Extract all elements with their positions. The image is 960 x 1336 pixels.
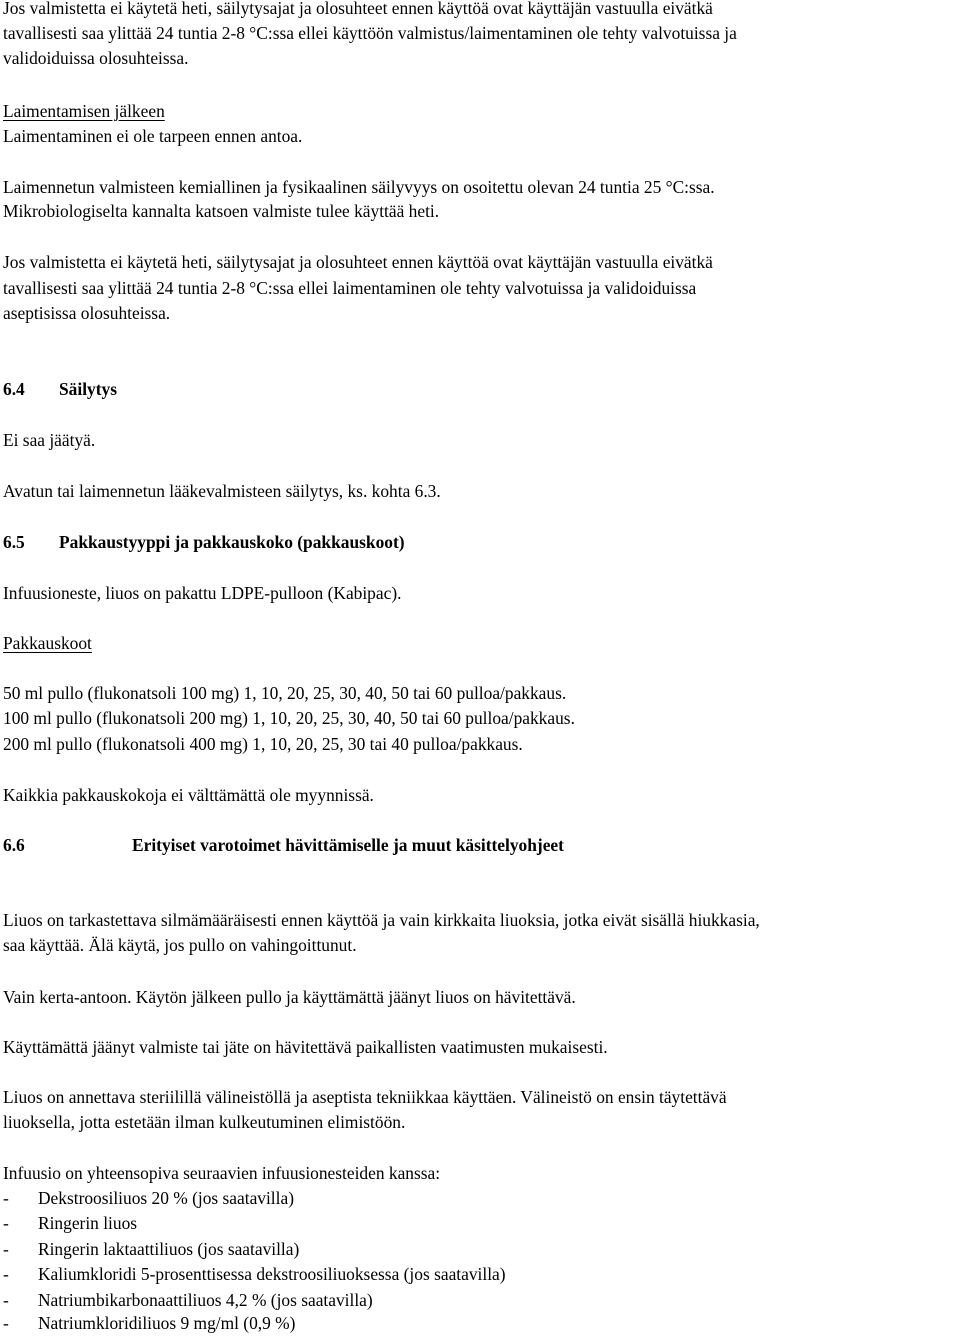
text-line: Vain kerta-antoon. Käytön jälkeen pullo ja käyttämättä jäänyt liuos on hävitettävä. xyxy=(3,987,576,1007)
list-item: 200 ml pullo (flukonatsoli 400 mg) 1, 10, 20, 25, 30 tai 40 pulloa/pakkaus. xyxy=(3,734,523,754)
section-title: Säilytys xyxy=(59,379,117,399)
section-number: 6.6 xyxy=(3,835,25,855)
text-line: Mikrobiologiselta kannalta katsoen valmiste tulee käyttää heti. xyxy=(3,201,440,221)
bullet-dash: - xyxy=(3,1213,9,1233)
text-line: Liuos on tarkastettava silmämääräisesti ennen käyttöä ja vain kirkkaita liuoksia, jotka eivät sisällä hiukkasia, xyxy=(3,910,760,930)
text-line: liuoksella, jotta estetään ilman kulkeutuminen elimistöön. xyxy=(3,1112,406,1132)
text-line: Laimennetun valmisteen kemiallinen ja fysikaalinen säilyvyys on osoitettu olevan 24 tuntia 25 °C:ssa. xyxy=(3,177,715,197)
bullet-dash: - xyxy=(3,1188,9,1208)
bullet-dash: - xyxy=(3,1313,9,1333)
section-heading-6-5 xyxy=(3,529,405,555)
list-item-text: Natriumkloridiliuos 9 mg/ml (0,9 %) xyxy=(38,1313,296,1333)
list-item: 100 ml pullo (flukonatsoli 200 mg) 1, 10, 20, 25, 30, 40, 50 tai 60 pulloa/pakkaus. xyxy=(3,708,575,728)
text-line: validoiduissa olosuhteissa. xyxy=(3,48,189,68)
list-item-text: Dekstroosiliuos 20 % (jos saatavilla) xyxy=(38,1188,294,1208)
list-item: 50 ml pullo (flukonatsoli 100 mg) 1, 10, 20, 25, 30, 40, 50 tai 60 pulloa/pakkaus. xyxy=(3,683,567,703)
section-number: 6.4 xyxy=(3,379,25,399)
text-line: Jos valmistetta ei käytetä heti, säilytysajat ja olosuhteet ennen käyttöä ovat käyttäjän vastuulla eivätkä xyxy=(3,0,713,18)
text-line: Ei saa jäätyä. xyxy=(3,430,96,450)
bullet-dash: - xyxy=(3,1264,9,1284)
list-item-text: Kaliumkloridi 5-prosenttisessa dekstroosiliuoksessa (jos saatavilla) xyxy=(38,1264,506,1284)
text-line: tavallisesti saa ylittää 24 tuntia 2-8 °C:ssa ellei laimentaminen ole tehty valvotuissa ja validoiduissa xyxy=(3,278,697,298)
section-heading-6-6 xyxy=(3,832,564,858)
bullet-dash: - xyxy=(3,1290,9,1310)
section-title: Erityiset varotoimet hävittämiselle ja muut käsittelyohjeet xyxy=(132,835,564,855)
text-line: Liuos on annettava steriilillä välineistöllä ja aseptista tekniikkaa käyttäen. Välineistö on ensin täytettävä xyxy=(3,1087,727,1107)
text-line: tavallisesti saa ylittää 24 tuntia 2-8 °C:ssa ellei käyttöön valmistus/laimentaminen ole tehty valvotuissa ja xyxy=(3,23,737,43)
list-item xyxy=(3,1310,295,1336)
list-item xyxy=(3,1261,506,1287)
text-line: Kaikkia pakkauskokoja ei välttämättä ole myynnissä. xyxy=(3,785,374,805)
text-line: Avatun tai laimennetun lääkevalmisteen säilytys, ks. kohta 6.3. xyxy=(3,481,441,501)
list-item xyxy=(3,1210,137,1236)
text-line: Käyttämättä jäänyt valmiste tai jäte on hävitettävä paikallisten vaatimusten mukaisesti. xyxy=(3,1037,608,1057)
list-item-text: Ringerin liuos xyxy=(38,1213,138,1233)
section-number: 6.5 xyxy=(3,532,25,552)
subheading-after-dilution: Laimentamisen jälkeen xyxy=(3,101,165,121)
text-line: Infuusio on yhteensopiva seuraavien infuusionesteiden kanssa: xyxy=(3,1163,441,1183)
text-line: Laimentaminen ei ole tarpeen ennen antoa. xyxy=(3,126,303,146)
text-line: saa käyttää. Älä käytä, jos pullo on vahingoittunut. xyxy=(3,935,357,955)
section-heading-6-4 xyxy=(3,376,117,402)
text-line: aseptisissa olosuhteissa. xyxy=(3,303,171,323)
list-item xyxy=(3,1185,294,1211)
section-title: Pakkaustyyppi ja pakkauskoko (pakkauskoot) xyxy=(59,532,405,552)
list-item xyxy=(3,1236,299,1262)
text-line: Infuusioneste, liuos on pakattu LDPE-pulloon (Kabipac). xyxy=(3,583,402,603)
list-item-text: Ringerin laktaattiliuos (jos saatavilla) xyxy=(38,1239,300,1259)
list-item-text: Natriumbikarbonaattiliuos 4,2 % (jos saatavilla) xyxy=(38,1290,373,1310)
text-line: Jos valmistetta ei käytetä heti, säilytysajat ja olosuhteet ennen käyttöä ovat käyttäjän vastuulla eivätkä xyxy=(3,252,713,272)
bullet-dash: - xyxy=(3,1239,9,1259)
subheading-pack-sizes: Pakkauskoot xyxy=(3,633,92,653)
